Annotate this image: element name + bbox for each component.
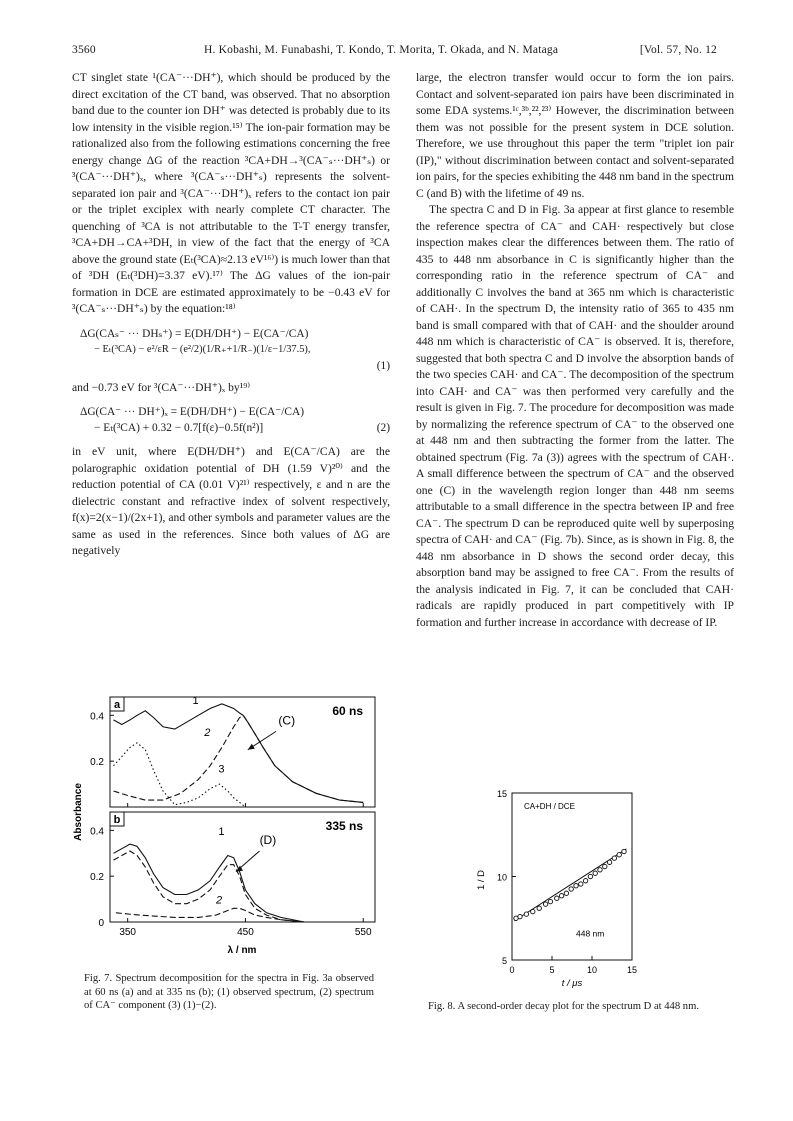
figure-8-data-point bbox=[607, 860, 611, 864]
figure-8-data-point bbox=[518, 914, 522, 918]
figure-8-data-point bbox=[622, 849, 626, 853]
panel-b-series-dashed bbox=[114, 851, 305, 922]
equation-1-number: (1) bbox=[376, 359, 390, 372]
header-journal: [Vol. 57, No. 12 bbox=[639, 44, 717, 56]
figure-8-data-point bbox=[569, 887, 573, 891]
figure-8 bbox=[470, 785, 670, 1000]
header-authors: H. Kobashi, M. Funabashi, T. Kondo, T. Morita, T. Okada, and N. Mataga bbox=[204, 44, 559, 56]
panel-b-spectrum-label: (D) bbox=[259, 833, 277, 848]
panel-a-ytick-label: 0.4 bbox=[90, 711, 104, 723]
figure-8-ytick-label: 15 bbox=[496, 789, 507, 799]
panel-b-series-2 bbox=[116, 908, 304, 922]
equation-1 bbox=[72, 326, 390, 374]
panel-b-curve-label-2: 2 bbox=[216, 894, 223, 907]
figure-8-xlabel: t / μs bbox=[561, 978, 583, 989]
figure-8-data-point bbox=[612, 856, 616, 860]
figure-8-ytick-label: 5 bbox=[501, 956, 507, 966]
figure-8-data-point bbox=[559, 894, 563, 898]
figure-8-ylabel: 1 / D bbox=[476, 869, 487, 891]
figure-8-data-point bbox=[579, 882, 583, 886]
figure-8-data-point bbox=[543, 902, 547, 906]
right-column bbox=[416, 70, 734, 631]
panel-b-ytick-label: 0.4 bbox=[90, 826, 104, 838]
equation-2-line-2: − Eₜ(³CA) + 0.32 − 0.7[f(ε)−0.5f(n²)] bbox=[94, 422, 264, 434]
figure-8-ytick-label: 10 bbox=[496, 872, 507, 883]
panel-b-ytick-label: 0.2 bbox=[90, 872, 104, 884]
panel-a-curve-label-2: 2 bbox=[204, 726, 211, 739]
equation-1-line-1: ΔG(CAₛ⁻ ··· DHₛ⁺) = E(DH/DH⁺) − E(CA⁻/CA) bbox=[80, 327, 309, 340]
left-paragraph-1: CT singlet state ¹(CA⁻···DH⁺), which should be produced by the direct excitation of the CT band, was observed. That no absorption band due to the counter ion DH⁺ was detected is probably due to its low intensity in the visible region.¹⁵⁾ The ion-pair formation may be rationalized also from the following estimations concerning the free energy change ΔG of the reaction ³CA+DH→³(CA⁻ₛ···DH⁺ₛ) or ³(CA⁻···DH⁺)ₓ, where ³(CA⁻ₛ···DH⁺ₛ) represents the solvent-separated ion pair and ³(CA⁻···DH⁺)ₓ refers to the contact ion pair or the triplet exciplex with nearly complete CT character. The quenching of ³CA is not attributable to the T-T energy transfer, ³CA+DH→CA+³DH, in view of the fact that the energy of ³CA above the ground state (Eₜ(³CA)≈2.13 eV¹⁶⁾) is much lower than that of ³DH (Eₜ(³DH)=3.37 eV).¹⁷⁾ The ΔG values of the ion-pair formation in DCE are estimated approximately to be −0.43 eV for ³(CA⁻ₛ···DH⁺ₛ) by the equation:¹⁸⁾ bbox=[72, 71, 390, 315]
panel-a-curve-label-3: 3 bbox=[218, 763, 225, 776]
figure-8-inset-label: CA+DH / DCE bbox=[524, 802, 575, 811]
figure-8-data-point bbox=[593, 871, 597, 875]
figure-8-data-point bbox=[564, 891, 568, 895]
figure-8-data-point bbox=[588, 874, 592, 878]
panel-b-time: 335 ns bbox=[325, 819, 363, 833]
figure-8-plot bbox=[470, 785, 670, 995]
panel-b-xtick-label: 450 bbox=[237, 927, 254, 938]
figure-8-data-point bbox=[531, 909, 535, 913]
figure-7-axes bbox=[73, 695, 375, 956]
panel-b-series-1 bbox=[114, 844, 364, 922]
left-paragraph-2: in eV unit, where E(DH/DH⁺) and E(CA⁻/CA) are the polarographic oxidation potential of DH (1.59 V)²⁰⁾ and the reduction potential of CA (0.01 V)²¹⁾ respectively, ε and n are the dielectric constant and refractive index of solvent respectively, f(x)=2(x−1)/(2x+1), and other symbols and parameter values are the same as used in the references. Since both values of ΔG are negatively bbox=[72, 445, 390, 557]
panel-a-series-2 bbox=[114, 715, 364, 802]
panel-b-xtick-label: 550 bbox=[354, 927, 372, 938]
figure-8-data-point bbox=[617, 853, 621, 857]
equation-2-line-1: ΔG(CA⁻ ··· DH⁺)ₓ = E(DH/DH⁺) − E(CA⁻/CA) bbox=[80, 406, 305, 418]
panel-a-letter: a bbox=[113, 699, 121, 711]
figure-8-data-point bbox=[537, 906, 541, 910]
figure-8-xtick-label: 0 bbox=[509, 965, 515, 975]
right-paragraph-1: large, the electron transfer would occur to form the ion pairs. Contact and solvent-separated ion pairs have been discriminated in some EDA systems.¹ᶜ,³ᵇ,²²,²³⁾ However, the discrimination between them was not possible for the present system in DCE solution. Therefore, we use throughout this paper the term "triplet ion pair (IP)," without discrimination between contact and solvent-separated ion pairs, for the species exhibiting the 448 nm band in the spectrum C (and B) with the lifetime of 49 ns. bbox=[416, 71, 734, 200]
figure-8-data-point bbox=[548, 899, 552, 903]
right-paragraph-2: The spectra C and D in Fig. 3a appear at first glance to resemble the reference spectra of CA⁻ and CAH· respectively but close inspection makes clear the differences between them. The ratio of 435 to 448 nm absorbance in C is significantly higher than the corresponding ratio in the reference spectrum of CA⁻ and additionally C involves the band at 365 nm which is characteristic of CAH·. In the spectrum D, the intensity ratio of 365 to 435 nm band is small compared with that of CAH· and the shoulder around 448 nm which is characteristic of CA⁻ is observed. It is, therefore, suggested that both spectra C and D involve the absorption bands of the two species CAH· and CA⁻. The decomposition of the spectrum into CAH· and CA⁻ was then performed very carefully and the result is given in Fig. 7. The procedure for decomposition was made by normalizing the reference spectrum of CA⁻ to the observed one at 448 nm and then subtracting the former from the latter. The obtained spectrum (Fig. 7a (3)) agrees with the spectrum of CAH·. A small difference between the spectrum of CA⁻ and the observed one (C) in the wavelength region longer than 448 nm seems attributable to a small difference in the spectra between IP and free CA⁻. The spectrum D can be reproduced quite well by superposing spectra of CAH· and CA⁻ (Fig. 7b). Since, as is shown in Fig. 8, the 448 nm absorbance in D shows the second order decay, this absorption band may be assigned to free CA⁻. From the results of the analysis indicated in Fig. 7, it can be concluded that CAH· radicals are rapidly produced in part competitively with IP formation and further increase in accordance with decrease of IP. bbox=[416, 203, 734, 629]
figure-7-caption: Fig. 7. Spectrum decomposition for the spectra in Fig. 3a observed at 60 ns (a) and at 335 ns (b); (1) observed spectrum, (2) spectrum of CA⁻ component (3) (1)−(2). bbox=[84, 973, 374, 1011]
figure-8-caption: Fig. 8. A second-order decay plot for the spectrum D at 448 nm. bbox=[428, 1001, 699, 1012]
equation-2-number: (2) bbox=[376, 422, 390, 434]
panel-b-xtick-label: 350 bbox=[119, 927, 137, 938]
figure-8-xtick-label: 5 bbox=[549, 965, 555, 975]
panel-b-letter: b bbox=[113, 814, 121, 826]
figure-7-ylabel: Absorbance bbox=[73, 783, 84, 841]
left-connector-text: and −0.73 eV for ³(CA⁻···DH⁺)ₓ by¹⁹⁾ bbox=[72, 380, 251, 394]
panel-a-spectrum-label: (C) bbox=[278, 713, 296, 728]
figure-8-wavelength-label: 448 nm bbox=[576, 928, 605, 939]
figure-8-data-point bbox=[598, 868, 602, 872]
panel-b-curve-label-1: 1 bbox=[218, 825, 225, 838]
figure-8-axes bbox=[476, 789, 637, 989]
running-header bbox=[72, 44, 717, 62]
figure-7-plot bbox=[70, 692, 390, 972]
figure-7-xlabel: λ / nm bbox=[227, 945, 257, 956]
equation-2 bbox=[72, 404, 390, 436]
figure-8-xtick-label: 10 bbox=[586, 965, 598, 975]
panel-a-ytick-label: 0.2 bbox=[90, 757, 104, 769]
figure-8-data-point bbox=[603, 864, 607, 868]
left-column bbox=[72, 70, 390, 560]
figure-8-data-point bbox=[583, 879, 587, 883]
figure-8-xtick-label: 15 bbox=[626, 965, 638, 975]
figure-8-data-point bbox=[524, 912, 528, 916]
page-number: 3560 bbox=[72, 44, 96, 56]
panel-a-time: 60 ns bbox=[332, 704, 363, 718]
panel-b-ytick-label: 0 bbox=[98, 918, 104, 929]
equation-1-line-2: − Eₜ(³CA) − e²/εR − (e²/2)(1/R₊+1/R₋)(1/ε−1/37.5), bbox=[94, 343, 311, 355]
figure-8-frame bbox=[512, 793, 632, 960]
panel-a-arrowhead bbox=[248, 744, 255, 750]
figure-8-data-point bbox=[555, 896, 559, 900]
figure-7 bbox=[70, 692, 390, 977]
figure-8-data-point bbox=[574, 884, 578, 888]
panel-a-curve-label-1: 1 bbox=[192, 694, 199, 707]
